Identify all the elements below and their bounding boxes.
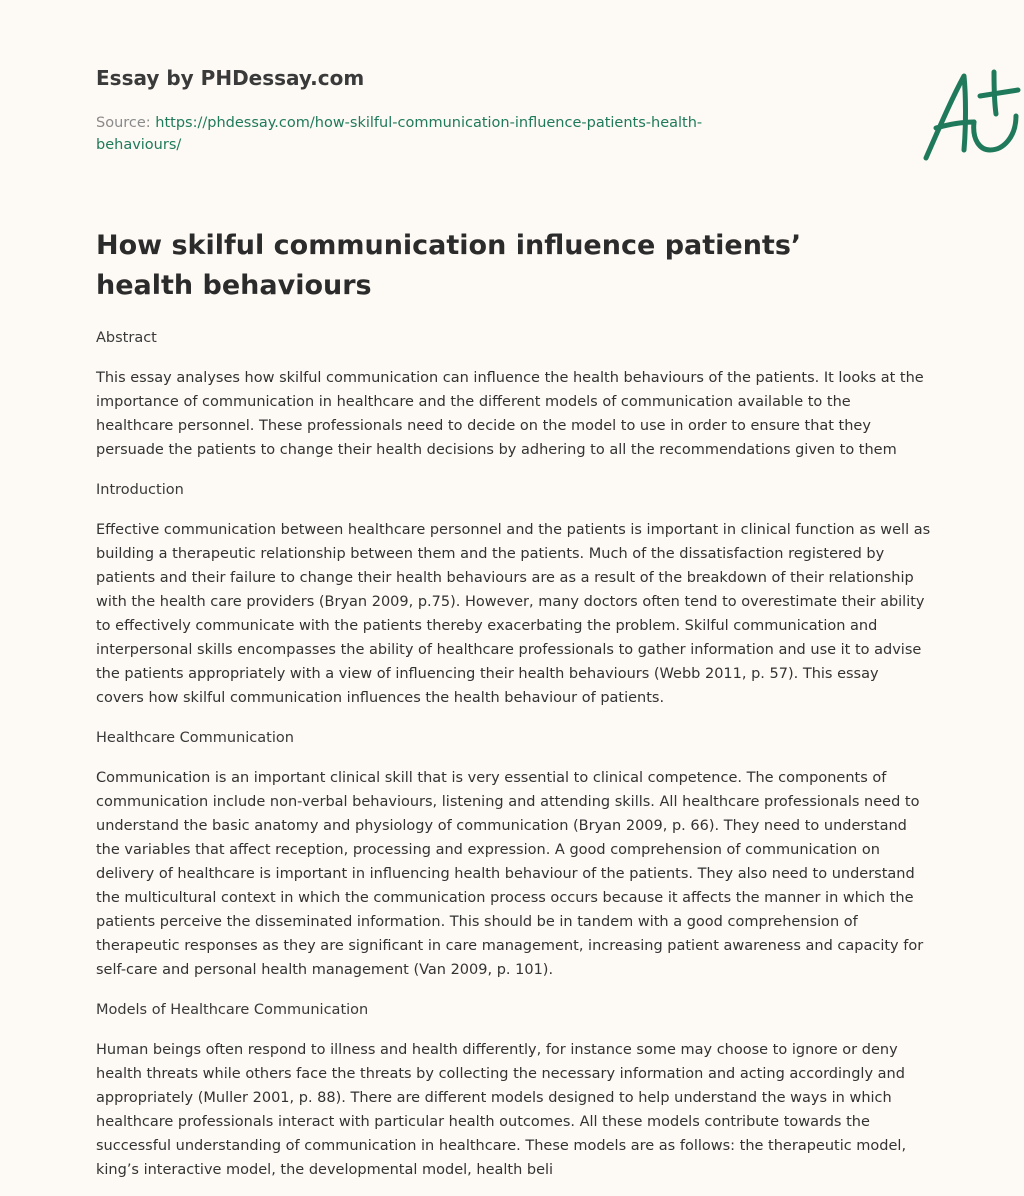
healthcare-communication-paragraph: Communication is an important clinical skill that is very essential to clinical competence. The components of communication include non-verbal behaviours, listening and attending skills. All healthcare professionals need to understand the basic anatomy and physiology of communication (Bryan 2009, p. 66). They need to understand the variables that affect reception, processing and expression. A good comprehension of communication on delivery of healthcare is important in influencing health behaviour of the patients. They also need to understand the multicultural context in which the communication process occurs because it affects the manner in which the patients perceive the disseminated information. This should be in tandem with a good comprehension of therapeutic responses as they are significant in care management, increasing patient awareness and capacity for self-care and personal health management (Van 2009, p. 101). (96, 770, 924, 978)
source-label: Source: (96, 115, 156, 131)
abstract-paragraph: This essay analyses how skilful communication can influence the health behaviours of the patients. It looks at the importance of communication in healthcare and the different models of communication available to the healthcare personnel. These professionals need to decide on the model to use in order to ensure that they persuade the patients to change their health decisions by adhering to all the recommendations given to them (96, 370, 924, 458)
source-line (96, 112, 736, 156)
brand-title: Essay by PHDessay.com (96, 66, 365, 90)
introduction-paragraph: Effective communication between healthcare personnel and the patients is important in clinical function as well as building a therapeutic relationship between them and the patients. Much of the dissatisfaction registered by patients and their failure to change their health behaviours are as a result of the breakdown of their relationship with the health care providers (Bryan 2009, p.75). However, many doctors often tend to overestimate their ability to effectively communicate with the patients thereby exacerbating the problem. Skilful communication and interpersonal skills encompasses the ability of healthcare professionals to gather information and use it to advise the patients appropriately with a view of influencing their health behaviours (Webb 2011, p. 57). This essay covers how skilful communication influences the health behaviour of patients. (96, 522, 931, 706)
a-plus-logo-icon (922, 66, 1024, 166)
abstract-heading: Abstract (96, 330, 157, 346)
introduction-heading: Introduction (96, 482, 184, 498)
essay-body (96, 326, 931, 1196)
models-heading: Models of Healthcare Communication (96, 1002, 369, 1018)
source-link[interactable]: https://phdessay.com/how-skilful-communication-influence-patients-health-behaviours/ (96, 115, 703, 153)
models-paragraph: Human beings often respond to illness and health differently, for instance some may choose to ignore or deny health threats while others face the threats by collecting the necessary information and acting accordingly and appropriately (Muller 2001, p. 88). There are different models designed to help understand the ways in which healthcare professionals interact with particular health outcomes. All these models contribute towards the successful understanding of communication in healthcare. These models are as follows: the therapeutic model, king’s interactive model, the developmental model, health beli (96, 1042, 907, 1178)
essay-title: How skilful communication influence patients’ health behaviours (96, 230, 802, 301)
healthcare-communication-heading: Healthcare Communication (96, 730, 294, 746)
